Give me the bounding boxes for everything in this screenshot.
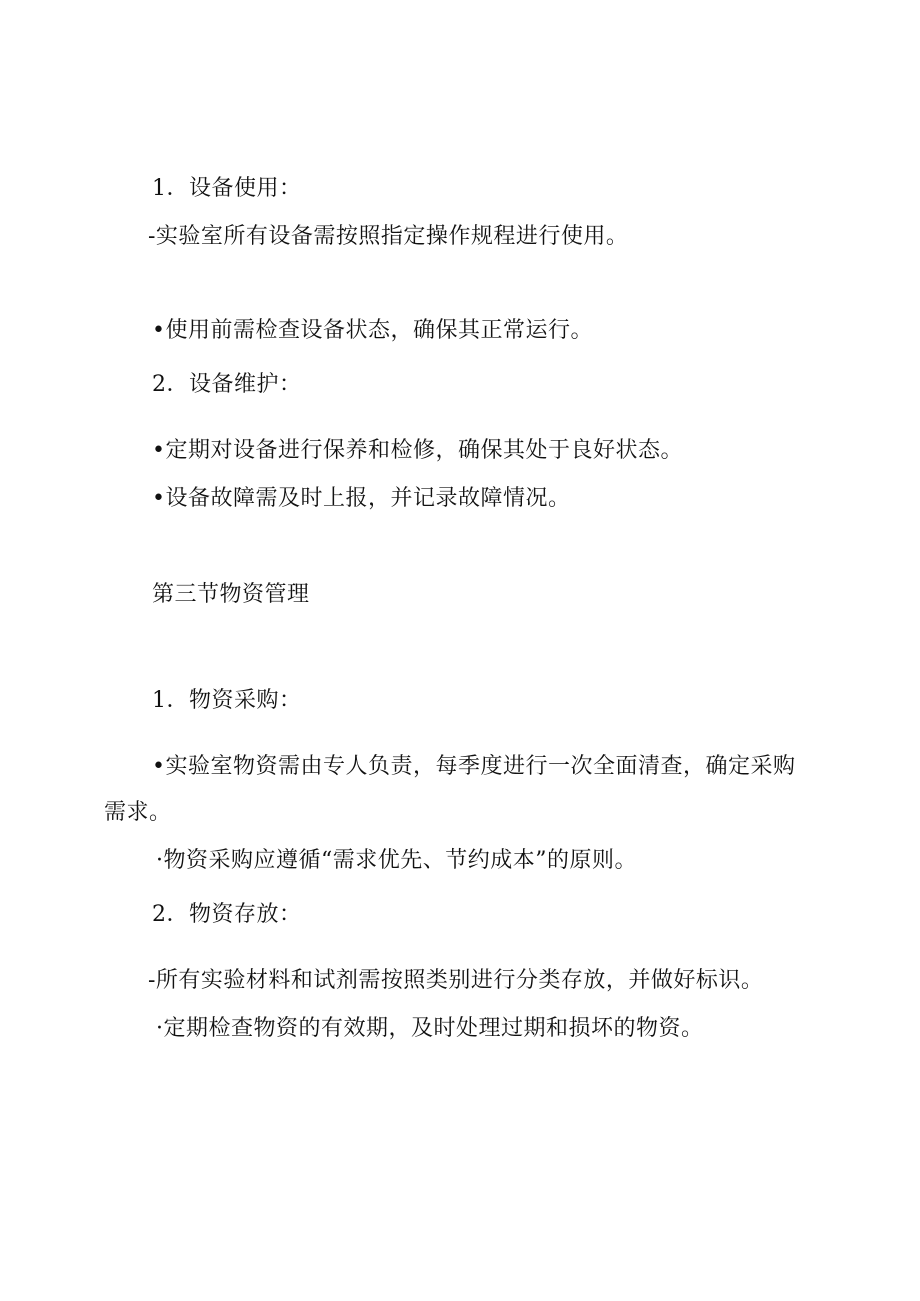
equipment-maintenance-rule-1: •定期对设备进行保养和检修，确保其处于良好状态。 — [152, 438, 683, 463]
materials-purchase-rule-2: ·物资采购应遵循“需求优先、节约成本”的原则。 — [156, 848, 637, 873]
equipment-use-rule-2: •使用前需检查设备状态，确保其正常运行。 — [152, 318, 593, 343]
equipment-maintenance-rule-2: •设备故障需及时上报，并记录故障情况。 — [152, 486, 571, 511]
materials-storage-rule-1: -所有实验材料和试剂需按照类别进行分类存放，并做好标识。 — [148, 968, 764, 993]
equipment-maintenance-heading: 2．设备维护： — [152, 372, 302, 397]
materials-purchase-heading: 1．物资采购： — [152, 688, 302, 713]
materials-purchase-rule-1-line-b: 需求。 — [104, 800, 172, 825]
equipment-use-rule-1: -实验室所有设备需按照指定操作规程进行使用。 — [148, 224, 629, 249]
materials-purchase-rule-1-line-a: •实验室物资需由专人负责，每季度进行一次全面清查，确定采购 — [152, 754, 796, 779]
materials-storage-rule-2: ·定期检查物资的有效期，及时处理过期和损坏的物资。 — [156, 1016, 704, 1041]
materials-storage-heading: 2．物资存放： — [152, 902, 302, 927]
equipment-use-heading: 1．设备使用： — [152, 176, 302, 201]
section-title: 第三节物资管理 — [152, 582, 310, 607]
